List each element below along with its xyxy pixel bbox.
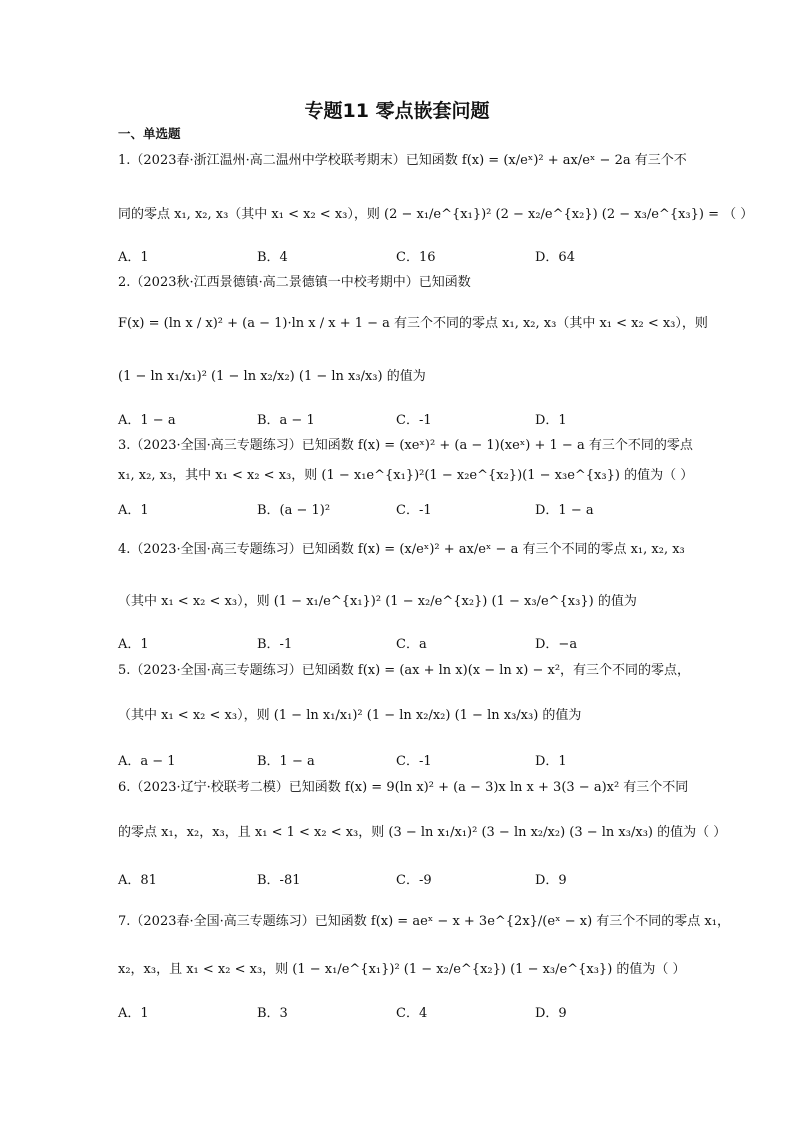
problem-2-line-2: F(x) = (ln x / x)² + (a − 1)·ln x / x + 1 − a 有三个不同的零点 x₁, x₂, x₃（其中 x₁ < x₂ < x₃），则 — [118, 316, 708, 331]
problem-2-line-3: (1 − ln x₁/x₁)² (1 − ln x₂/x₂) (1 − ln x₃/x₃) 的值为 — [118, 369, 426, 384]
option-d: D．1 — [535, 754, 567, 769]
option-a: A．1 — [118, 503, 149, 518]
problem-3-line-2: x₁, x₂, x₃，其中 x₁ < x₂ < x₃，则 (1 − x₁e^{x₁})²(1 − x₂e^{x₂})(1 − x₃e^{x₃}) 的值为（ ） — [118, 468, 694, 483]
option-d: D．−a — [535, 637, 578, 652]
option-a: A．a − 1 — [118, 754, 176, 769]
option-a: A．1 − a — [118, 413, 176, 428]
option-c: C．a — [396, 637, 427, 652]
option-d: D．64 — [535, 250, 575, 265]
option-d: D．9 — [535, 873, 567, 888]
option-b: B．a − 1 — [257, 413, 315, 428]
option-c: C．4 — [396, 1006, 428, 1021]
option-d: D．9 — [535, 1006, 567, 1021]
option-b: B．3 — [257, 1006, 288, 1021]
option-a: A．81 — [118, 873, 157, 888]
problem-1-line-1: 1.（2023春·浙江温州·高二温州中学校联考期末）已知函数 f(x) = (x/eˣ)² + ax/eˣ − 2a 有三个不 — [118, 153, 687, 168]
problem-6-line-2: 的零点 x₁，x₂，x₃，且 x₁ < 1 < x₂ < x₃，则 (3 − ln x₁/x₁)² (3 − ln x₂/x₂) (3 − ln x₃/x₃) 的值为（ ） — [118, 825, 727, 840]
problem-7-line-1: 7.（2023春·全国·高三专题练习）已知函数 f(x) = aeˣ − x + 3e^{2x}/(eˣ − x) 有三个不同的零点 x₁， — [118, 914, 730, 929]
option-b: B．-1 — [257, 637, 293, 652]
option-d: D．1 — [535, 413, 567, 428]
option-c: C．-9 — [396, 873, 432, 888]
problem-7-line-2: x₂，x₃，且 x₁ < x₂ < x₃，则 (1 − x₁/e^{x₁})² (1 − x₂/e^{x₂}) (1 − x₃/e^{x₃}) 的值为（ ） — [118, 962, 686, 977]
option-c: C．16 — [396, 250, 436, 265]
option-d: D．1 − a — [535, 503, 594, 518]
problem-5-line-1: 5.（2023·全国·高三专题练习）已知函数 f(x) = (ax + ln x)(x − ln x) − x²，有三个不同的零点， — [118, 663, 691, 678]
problem-3-line-1: 3.（2023·全国·高三专题练习）已知函数 f(x) = (xeˣ)² + (a − 1)(xeˣ) + 1 − a 有三个不同的零点 — [118, 438, 693, 453]
problem-4-line-2: （其中 x₁ < x₂ < x₃），则 (1 − x₁/e^{x₁})² (1 − x₂/e^{x₂}) (1 − x₃/e^{x₃}) 的值为 — [118, 594, 637, 609]
section-heading: 一、单选题 — [118, 126, 181, 141]
option-b: B．1 − a — [257, 754, 315, 769]
option-b: B．(a − 1)² — [257, 503, 331, 518]
option-c: C．-1 — [396, 754, 432, 769]
problem-4-line-1: 4.（2023·全国·高三专题练习）已知函数 f(x) = (x/eˣ)² + ax/eˣ − a 有三个不同的零点 x₁, x₂, x₃ — [118, 542, 685, 557]
option-a: A．1 — [118, 1006, 149, 1021]
page-title: 专题11 零点嵌套问题 — [304, 100, 490, 122]
option-a: A．1 — [118, 250, 149, 265]
option-c: C．-1 — [396, 503, 432, 518]
option-c: C．-1 — [396, 413, 432, 428]
problem-1-line-2: 同的零点 x₁, x₂, x₃（其中 x₁ < x₂ < x₃），则 (2 − x₁/e^{x₁})² (2 − x₂/e^{x₂}) (2 − x₃/e^{x₃}) = （ ） — [118, 207, 754, 222]
problem-5-line-2: （其中 x₁ < x₂ < x₃），则 (1 − ln x₁/x₁)² (1 − ln x₂/x₂) (1 − ln x₃/x₃) 的值为 — [118, 708, 582, 723]
problem-2-line-1: 2.（2023秋·江西景德镇·高二景德镇一中校考期中）已知函数 — [118, 275, 471, 290]
option-b: B．-81 — [257, 873, 301, 888]
problem-6-line-1: 6.（2023·辽宁·校联考二模）已知函数 f(x) = 9(ln x)² + (a − 3)x ln x + 3(3 − a)x² 有三个不同 — [118, 780, 689, 795]
option-a: A．1 — [118, 637, 149, 652]
option-b: B．4 — [257, 250, 288, 265]
